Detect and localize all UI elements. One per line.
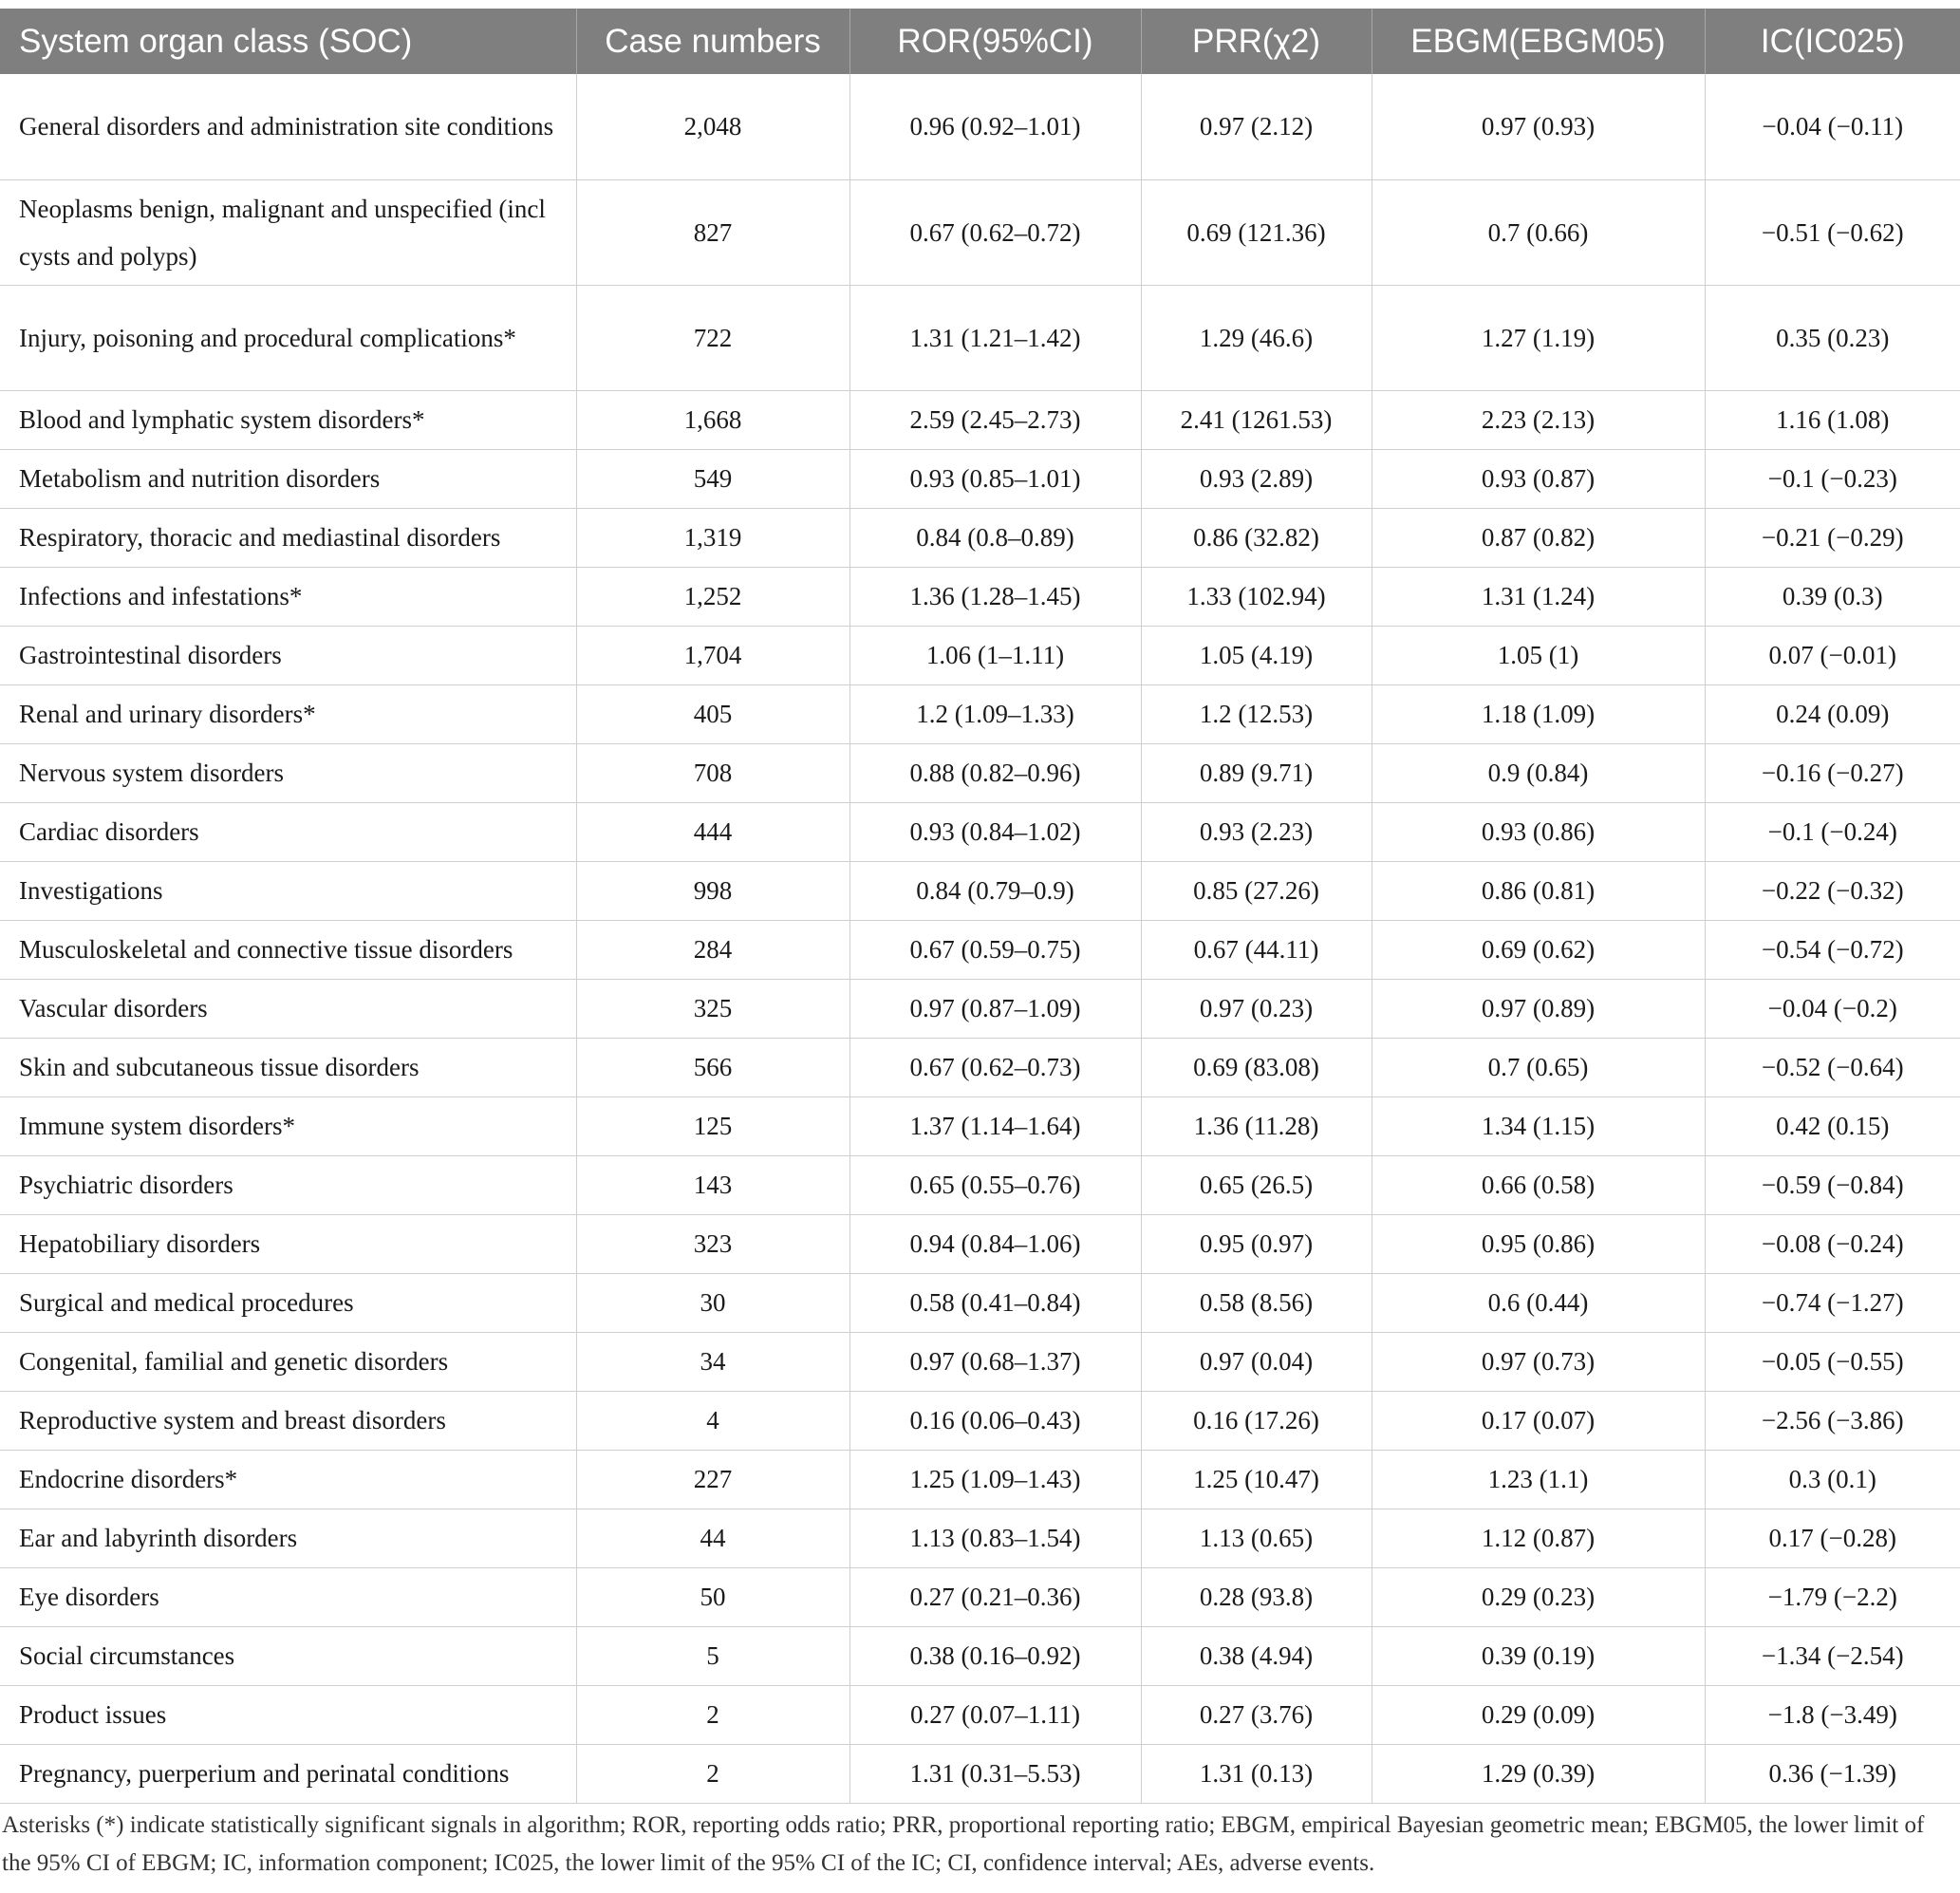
prr-cell: 0.58 (8.56) [1141, 1273, 1372, 1332]
table-row [0, 802, 1960, 861]
case-numbers-cell: 1,704 [576, 626, 849, 684]
ic-cell: 0.3 (0.1) [1705, 1450, 1960, 1509]
ebgm-cell: 0.17 (0.07) [1372, 1391, 1705, 1450]
ebgm-cell: 0.97 (0.93) [1372, 74, 1705, 179]
soc-signal-table [0, 9, 1960, 1804]
table-row [0, 1685, 1960, 1744]
soc-cell: Musculoskeletal and connective tissue disorders [0, 920, 576, 979]
ebgm-cell: 0.66 (0.58) [1372, 1155, 1705, 1214]
soc-cell: Endocrine disorders* [0, 1450, 576, 1509]
ic-cell: −0.22 (−0.32) [1705, 861, 1960, 920]
case-numbers-cell: 2,048 [576, 74, 849, 179]
header-row [0, 9, 1960, 74]
case-numbers-cell: 4 [576, 1391, 849, 1450]
ebgm-cell: 0.6 (0.44) [1372, 1273, 1705, 1332]
table-row [0, 1332, 1960, 1391]
ebgm-cell: 1.12 (0.87) [1372, 1509, 1705, 1567]
case-numbers-cell: 30 [576, 1273, 849, 1332]
ror-cell: 0.84 (0.8–0.89) [849, 508, 1141, 567]
ebgm-cell: 0.29 (0.09) [1372, 1685, 1705, 1744]
prr-cell: 2.41 (1261.53) [1141, 390, 1372, 449]
soc-cell: Immune system disorders* [0, 1096, 576, 1155]
ror-cell: 0.97 (0.87–1.09) [849, 979, 1141, 1038]
ic-cell: 0.17 (−0.28) [1705, 1509, 1960, 1567]
ror-cell: 2.59 (2.45–2.73) [849, 390, 1141, 449]
case-numbers-cell: 708 [576, 743, 849, 802]
ic-cell: −0.54 (−0.72) [1705, 920, 1960, 979]
table-body [0, 74, 1960, 1803]
soc-cell: Surgical and medical procedures [0, 1273, 576, 1332]
case-numbers-cell: 722 [576, 285, 849, 390]
header-soc: System organ class (SOC) [0, 9, 576, 74]
soc-cell: Hepatobiliary disorders [0, 1214, 576, 1273]
ic-cell: −0.08 (−0.24) [1705, 1214, 1960, 1273]
ic-cell: −0.59 (−0.84) [1705, 1155, 1960, 1214]
soc-cell: Infections and infestations* [0, 567, 576, 626]
soc-cell: Product issues [0, 1685, 576, 1744]
soc-cell: Injury, poisoning and procedural complications* [0, 285, 576, 390]
prr-cell: 1.29 (46.6) [1141, 285, 1372, 390]
ebgm-cell: 1.18 (1.09) [1372, 684, 1705, 743]
header-prr: PRR(χ2) [1141, 9, 1372, 74]
ebgm-cell: 0.69 (0.62) [1372, 920, 1705, 979]
case-numbers-cell: 34 [576, 1332, 849, 1391]
ror-cell: 0.88 (0.82–0.96) [849, 743, 1141, 802]
case-numbers-cell: 2 [576, 1744, 849, 1803]
ror-cell: 0.65 (0.55–0.76) [849, 1155, 1141, 1214]
case-numbers-cell: 284 [576, 920, 849, 979]
soc-cell: Ear and labyrinth disorders [0, 1509, 576, 1567]
prr-cell: 0.27 (3.76) [1141, 1685, 1372, 1744]
table-row [0, 1155, 1960, 1214]
ebgm-cell: 0.7 (0.65) [1372, 1038, 1705, 1096]
ror-cell: 0.67 (0.59–0.75) [849, 920, 1141, 979]
prr-cell: 0.86 (32.82) [1141, 508, 1372, 567]
table-row [0, 1391, 1960, 1450]
table-row [0, 1509, 1960, 1567]
ic-cell: −1.34 (−2.54) [1705, 1626, 1960, 1685]
soc-cell: General disorders and administration site conditions [19, 112, 554, 141]
table-row [0, 979, 1960, 1038]
ic-cell: 0.42 (0.15) [1705, 1096, 1960, 1155]
soc-cell: Renal and urinary disorders* [0, 684, 576, 743]
ebgm-cell: 1.23 (1.1) [1372, 1450, 1705, 1509]
prr-cell: 0.69 (83.08) [1141, 1038, 1372, 1096]
ror-cell: 1.25 (1.09–1.43) [849, 1450, 1141, 1509]
ebgm-cell: 0.87 (0.82) [1372, 508, 1705, 567]
case-numbers-cell: 405 [576, 684, 849, 743]
ic-cell: −0.04 (−0.2) [1705, 979, 1960, 1038]
ic-cell: −0.51 (−0.62) [1705, 179, 1960, 285]
ebgm-cell: 0.97 (0.73) [1372, 1332, 1705, 1391]
ebgm-cell: 2.23 (2.13) [1372, 390, 1705, 449]
ror-cell: 0.97 (0.68–1.37) [849, 1332, 1141, 1391]
table-row [0, 920, 1960, 979]
header-ebgm: EBGM(EBGM05) [1372, 9, 1705, 74]
table-row [0, 1038, 1960, 1096]
prr-cell: 0.67 (44.11) [1141, 920, 1372, 979]
soc-cell: Skin and subcutaneous tissue disorders [0, 1038, 576, 1096]
ror-cell: 1.31 (0.31–5.53) [849, 1744, 1141, 1803]
case-numbers-cell: 227 [576, 1450, 849, 1509]
table-header [0, 9, 1960, 74]
prr-cell: 1.31 (0.13) [1141, 1744, 1372, 1803]
ic-cell: 0.24 (0.09) [1705, 684, 1960, 743]
soc-cell: Metabolism and nutrition disorders [0, 449, 576, 508]
table-row [0, 74, 1960, 179]
ror-cell: 0.27 (0.07–1.11) [849, 1685, 1141, 1744]
case-numbers-cell: 549 [576, 449, 849, 508]
table-row [0, 1450, 1960, 1509]
ebgm-cell: 1.34 (1.15) [1372, 1096, 1705, 1155]
table-row [0, 390, 1960, 449]
prr-cell: 0.38 (4.94) [1141, 1626, 1372, 1685]
table-row [0, 743, 1960, 802]
case-numbers-cell: 50 [576, 1567, 849, 1626]
table-row [0, 1214, 1960, 1273]
ebgm-cell: 0.93 (0.87) [1372, 449, 1705, 508]
case-numbers-cell: 1,252 [576, 567, 849, 626]
prr-cell: 0.95 (0.97) [1141, 1214, 1372, 1273]
soc-cell: Vascular disorders [0, 979, 576, 1038]
soc-cell: Nervous system disorders [0, 743, 576, 802]
prr-cell: 0.65 (26.5) [1141, 1155, 1372, 1214]
table-row [0, 285, 1960, 390]
soc-cell: Eye disorders [0, 1567, 576, 1626]
ic-cell: −1.8 (−3.49) [1705, 1685, 1960, 1744]
soc-cell: Reproductive system and breast disorders [0, 1391, 576, 1450]
ror-cell: 0.94 (0.84–1.06) [849, 1214, 1141, 1273]
ic-cell: −0.21 (−0.29) [1705, 508, 1960, 567]
table-row [0, 508, 1960, 567]
ebgm-cell: 0.7 (0.66) [1372, 179, 1705, 285]
prr-cell: 0.69 (121.36) [1141, 179, 1372, 285]
prr-cell: 1.13 (0.65) [1141, 1509, 1372, 1567]
ror-cell: 0.93 (0.85–1.01) [849, 449, 1141, 508]
soc-signal-table-container [0, 9, 1960, 1804]
soc-cell: Pregnancy, puerperium and perinatal conditions [0, 1744, 576, 1803]
ic-cell: −0.74 (−1.27) [1705, 1273, 1960, 1332]
ebgm-cell: 0.93 (0.86) [1372, 802, 1705, 861]
ror-cell: 1.06 (1–1.11) [849, 626, 1141, 684]
ic-cell: −1.79 (−2.2) [1705, 1567, 1960, 1626]
soc-cell: Blood and lymphatic system disorders* [0, 390, 576, 449]
table-row [0, 1273, 1960, 1332]
soc-cell: Gastrointestinal disorders [0, 626, 576, 684]
prr-cell: 0.28 (93.8) [1141, 1567, 1372, 1626]
soc-cell: Investigations [0, 861, 576, 920]
header-ic: IC(IC025) [1705, 9, 1960, 74]
prr-cell: 1.33 (102.94) [1141, 567, 1372, 626]
prr-cell: 0.93 (2.23) [1141, 802, 1372, 861]
case-numbers-cell: 325 [576, 979, 849, 1038]
table-footnote: Asterisks (*) indicate statistically significant signals in algorithm; ROR, reporting odds ratio; PRR, proportional reporting ratio; EBGM, empirical Bayesian geometric mean; EBGM05, the lower limit of the 95% CI of EBGM; IC, information component; IC025, the lower limit of the 95% CI of the IC; CI, confidence interval; AEs, adverse events. [2, 1812, 1925, 1876]
ic-cell: 1.16 (1.08) [1705, 390, 1960, 449]
case-numbers-cell: 1,319 [576, 508, 849, 567]
ebgm-cell: 1.05 (1) [1372, 626, 1705, 684]
prr-cell: 0.97 (0.23) [1141, 979, 1372, 1038]
ror-cell: 0.16 (0.06–0.43) [849, 1391, 1141, 1450]
prr-cell: 0.97 (2.12) [1141, 74, 1372, 179]
ic-cell: 0.07 (−0.01) [1705, 626, 1960, 684]
soc-cell: Psychiatric disorders [0, 1155, 576, 1214]
ror-cell: 0.38 (0.16–0.92) [849, 1626, 1141, 1685]
ic-cell: 0.36 (−1.39) [1705, 1744, 1960, 1803]
ic-cell: −0.1 (−0.23) [1705, 449, 1960, 508]
prr-cell: 0.89 (9.71) [1141, 743, 1372, 802]
header-ror: ROR(95%CI) [849, 9, 1141, 74]
prr-cell: 1.36 (11.28) [1141, 1096, 1372, 1155]
table-row [0, 861, 1960, 920]
ror-cell: 0.67 (0.62–0.73) [849, 1038, 1141, 1096]
ic-cell: −0.05 (−0.55) [1705, 1332, 1960, 1391]
ic-cell: 0.39 (0.3) [1705, 567, 1960, 626]
case-numbers-cell: 1,668 [576, 390, 849, 449]
ebgm-cell: 0.95 (0.86) [1372, 1214, 1705, 1273]
ror-cell: 1.36 (1.28–1.45) [849, 567, 1141, 626]
prr-cell: 1.05 (4.19) [1141, 626, 1372, 684]
ebgm-cell: 1.29 (0.39) [1372, 1744, 1705, 1803]
prr-cell: 0.85 (27.26) [1141, 861, 1372, 920]
case-numbers-cell: 827 [576, 179, 849, 285]
ic-cell: −0.04 (−0.11) [1705, 74, 1960, 179]
ebgm-cell: 0.9 (0.84) [1372, 743, 1705, 802]
ror-cell: 0.96 (0.92–1.01) [849, 74, 1141, 179]
ebgm-cell: 1.31 (1.24) [1372, 567, 1705, 626]
soc-cell: Respiratory, thoracic and mediastinal disorders [0, 508, 576, 567]
case-numbers-cell: 323 [576, 1214, 849, 1273]
case-numbers-cell: 2 [576, 1685, 849, 1744]
soc-cell: Congenital, familial and genetic disorders [0, 1332, 576, 1391]
table-row [0, 1626, 1960, 1685]
table-row [0, 567, 1960, 626]
ebgm-cell: 0.29 (0.23) [1372, 1567, 1705, 1626]
table-row [0, 1096, 1960, 1155]
prr-cell: 0.16 (17.26) [1141, 1391, 1372, 1450]
ic-cell: 0.35 (0.23) [1705, 285, 1960, 390]
prr-cell: 0.97 (0.04) [1141, 1332, 1372, 1391]
ebgm-cell: 0.86 (0.81) [1372, 861, 1705, 920]
soc-cell: Social circumstances [0, 1626, 576, 1685]
table-row [0, 449, 1960, 508]
case-numbers-cell: 5 [576, 1626, 849, 1685]
table-row [0, 684, 1960, 743]
ror-cell: 0.84 (0.79–0.9) [849, 861, 1141, 920]
ic-cell: −0.52 (−0.64) [1705, 1038, 1960, 1096]
ror-cell: 1.13 (0.83–1.54) [849, 1509, 1141, 1567]
header-case-numbers: Case numbers [576, 9, 849, 74]
prr-cell: 1.25 (10.47) [1141, 1450, 1372, 1509]
ebgm-cell: 0.97 (0.89) [1372, 979, 1705, 1038]
ic-cell: −0.1 (−0.24) [1705, 802, 1960, 861]
table-row [0, 179, 1960, 285]
case-numbers-cell: 143 [576, 1155, 849, 1214]
ror-cell: 0.58 (0.41–0.84) [849, 1273, 1141, 1332]
soc-cell: Cardiac disorders [0, 802, 576, 861]
table-row [0, 1567, 1960, 1626]
ror-cell: 1.37 (1.14–1.64) [849, 1096, 1141, 1155]
ebgm-cell: 0.39 (0.19) [1372, 1626, 1705, 1685]
ic-cell: −2.56 (−3.86) [1705, 1391, 1960, 1450]
ic-cell: −0.16 (−0.27) [1705, 743, 1960, 802]
ror-cell: 0.27 (0.21–0.36) [849, 1567, 1141, 1626]
ebgm-cell: 1.27 (1.19) [1372, 285, 1705, 390]
case-numbers-cell: 566 [576, 1038, 849, 1096]
prr-cell: 1.2 (12.53) [1141, 684, 1372, 743]
soc-cell: Neoplasms benign, malignant and unspecified (incl cysts and polyps) [0, 179, 576, 285]
case-numbers-cell: 998 [576, 861, 849, 920]
ror-cell: 1.2 (1.09–1.33) [849, 684, 1141, 743]
prr-cell: 0.93 (2.89) [1141, 449, 1372, 508]
ror-cell: 1.31 (1.21–1.42) [849, 285, 1141, 390]
case-numbers-cell: 44 [576, 1509, 849, 1567]
table-row [0, 626, 1960, 684]
ror-cell: 0.93 (0.84–1.02) [849, 802, 1141, 861]
table-row [0, 1744, 1960, 1803]
ror-cell: 0.67 (0.62–0.72) [849, 179, 1141, 285]
case-numbers-cell: 444 [576, 802, 849, 861]
case-numbers-cell: 125 [576, 1096, 849, 1155]
